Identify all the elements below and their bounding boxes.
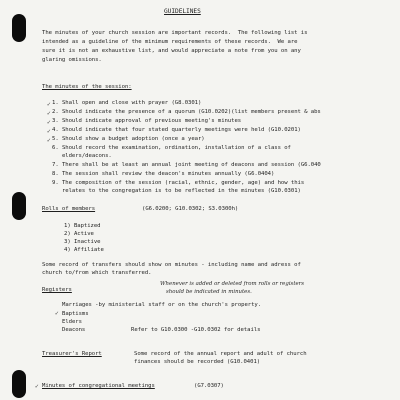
rolls-item: 1) Baptized bbox=[64, 223, 101, 229]
registers-ref: Refer to G10.0300 -G10.0302 for details bbox=[131, 327, 261, 333]
session-item: 4. Should indicate that four stated quarterly meetings were held (G10.0201) bbox=[52, 127, 301, 133]
rolls-refs: (G6.0200; G10.0302; S3.0300h) bbox=[142, 206, 239, 212]
registers-item: Marriages -by ministerial staff or on the church's property. bbox=[62, 302, 262, 308]
rolls-item: 4) Affiliate bbox=[64, 247, 104, 253]
session-item: 8. The session shall review the deacon's minutes annually (G6.0404) bbox=[52, 171, 275, 177]
checkmark: ✓ bbox=[55, 310, 59, 317]
treasurer-text: Some record of the annual report and adult of church bbox=[134, 351, 307, 357]
intro-line: sure it is not an exhaustive list, and would appreciate a note from you on any bbox=[42, 48, 301, 54]
checkmark: ✓ bbox=[47, 137, 51, 144]
session-item: relates to the congregation is to be reflected in the minutes (G10.0301) bbox=[52, 188, 301, 194]
treasurer-heading: Treasurer's Report bbox=[42, 351, 102, 357]
session-item: 6. Should record the examination, ordination, installation of a class of bbox=[52, 145, 291, 151]
checkmark: ✓ bbox=[35, 383, 39, 390]
handwritten-note: should be indicated in minutes. bbox=[166, 289, 252, 295]
session-item: 9. The composition of the session (racial, ethnic, gender, age) and how this bbox=[52, 180, 305, 186]
checkmark: ✓ bbox=[47, 110, 51, 117]
checkmark: ✓ bbox=[47, 119, 51, 126]
punch-hole bbox=[12, 192, 26, 220]
registers-item: Deacons bbox=[62, 327, 86, 333]
session-item: 5. Should show a budget adoption (once a year) bbox=[52, 136, 205, 142]
transfers-note: Some record of transfers should show on minutes - including name and adress of bbox=[42, 262, 301, 268]
congregational-heading: Minutes of congregational meetings bbox=[42, 383, 155, 389]
checkmark: ✓ bbox=[47, 101, 51, 108]
intro-line: The minutes of your church session are important records. The following list is bbox=[42, 30, 308, 36]
punch-hole bbox=[12, 14, 26, 42]
intro-line: intended as a guideline of the minimum requirements of these records. We are bbox=[42, 39, 298, 45]
session-heading: The minutes of the session: bbox=[42, 84, 132, 90]
session-item: elders/deacons. bbox=[52, 153, 112, 159]
rolls-item: 2) Active bbox=[64, 231, 94, 237]
session-item: 3. Should indicate approval of previous meeting's minutes bbox=[52, 118, 242, 124]
congregational-ref: (G7.0307) bbox=[194, 383, 224, 389]
rolls-heading: Rolls of members bbox=[42, 206, 96, 212]
registers-item: Baptisms bbox=[62, 311, 89, 317]
session-item: 7. There shall be at least an annual joint meeting of deacons and session (G6.040 bbox=[52, 162, 321, 168]
intro-line: glaring omissions. bbox=[42, 57, 102, 63]
rolls-item: 3) Inactive bbox=[64, 239, 101, 245]
session-item: 2. Should indicate the presence of a quorum (G10.0202)(list members present & abs bbox=[52, 109, 321, 115]
checkmark: ✓ bbox=[47, 128, 51, 135]
treasurer-text: finances should be recorded (G10.0401) bbox=[134, 359, 261, 365]
registers-item: Elders bbox=[62, 319, 82, 325]
punch-hole bbox=[12, 370, 26, 398]
handwritten-note: Whenever is added or deleted from rolls or registers bbox=[160, 281, 305, 287]
transfers-note: church to/from which transferred. bbox=[42, 270, 152, 276]
session-item: 1. Shall open and close with prayer (G8.0301) bbox=[52, 100, 202, 106]
page-title: GUIDELINES bbox=[164, 8, 201, 15]
registers-heading: Registers bbox=[42, 287, 72, 293]
